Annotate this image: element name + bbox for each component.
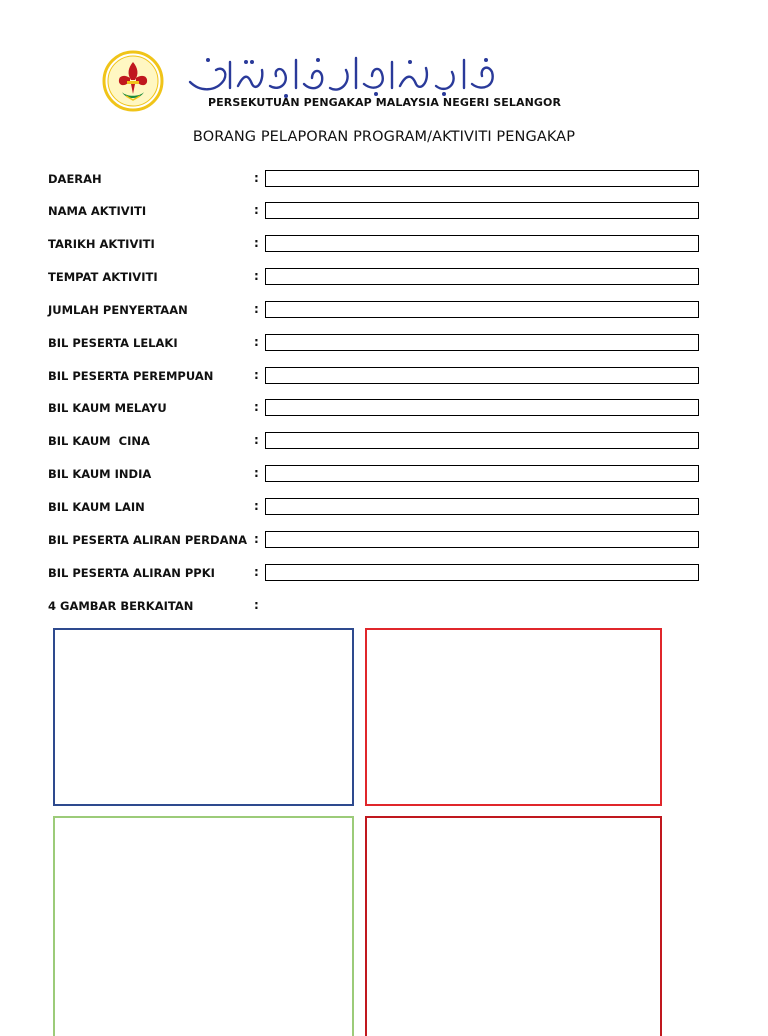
photos-row	[48, 597, 708, 617]
field-row-bil-peserta-lelaki	[48, 334, 708, 354]
photo-box-4[interactable]	[365, 816, 662, 1036]
field-row-nama-aktiviti	[48, 202, 708, 222]
photo-box-1[interactable]	[53, 628, 354, 806]
field-row-bil-kaum-melayu	[48, 399, 708, 419]
field-colon: :	[254, 269, 259, 283]
field-label: BIL PESERTA ALIRAN PPKI	[48, 566, 215, 580]
tarikh-aktiviti-field[interactable]	[265, 235, 699, 252]
field-label: DAERAH	[48, 172, 102, 186]
bil-peserta-lelaki-field[interactable]	[265, 334, 699, 351]
form-title: BORANG PELAPORAN PROGRAM/AKTIVITI PENGAKAP	[192, 129, 576, 145]
bil-peserta-aliran-perdana-field[interactable]	[265, 531, 699, 548]
field-colon: :	[254, 466, 259, 480]
bil-kaum-cina-field[interactable]	[265, 432, 699, 449]
field-colon: :	[254, 368, 259, 382]
field-label: BIL KAUM INDIA	[48, 467, 152, 481]
jumlah-penyertaan-field[interactable]	[265, 301, 699, 318]
field-row-bil-peserta-perempuan	[48, 367, 708, 387]
bil-kaum-lain-field[interactable]	[265, 498, 699, 515]
field-label: NAMA AKTIVITI	[48, 204, 147, 218]
field-row-bil-kaum-cina	[48, 432, 708, 452]
daerah-field[interactable]	[265, 170, 699, 187]
organization-name: PERSEKUTUAN PENGAKAP MALAYSIA NEGERI SELANGOR	[208, 96, 562, 109]
field-row-bil-peserta-aliran-perdana	[48, 531, 708, 551]
field-label: BIL KAUM MELAYU	[48, 401, 167, 415]
field-label: JUMLAH PENYERTAAN	[48, 303, 188, 317]
field-colon: :	[254, 532, 259, 546]
field-colon: :	[254, 598, 259, 612]
field-row-tarikh-aktiviti	[48, 235, 708, 255]
field-row-bil-kaum-lain	[48, 498, 708, 518]
bil-peserta-perempuan-field[interactable]	[265, 367, 699, 384]
field-label: BIL PESERTA ALIRAN PERDANA	[48, 533, 247, 547]
nama-aktiviti-field[interactable]	[265, 202, 699, 219]
field-row-bil-peserta-aliran-ppki	[48, 564, 708, 584]
photo-box-3[interactable]	[53, 816, 354, 1036]
field-row-jumlah-penyertaan	[48, 301, 708, 321]
field-colon: :	[254, 171, 259, 185]
field-label: BIL KAUM CINA	[48, 434, 150, 448]
bil-kaum-india-field[interactable]	[265, 465, 699, 482]
bil-peserta-aliran-ppki-field[interactable]	[265, 564, 699, 581]
photo-box-2[interactable]	[365, 628, 662, 806]
jawi-calligraphy-banner	[186, 52, 504, 98]
field-colon: :	[254, 236, 259, 250]
photos-label: 4 GAMBAR BERKAITAN	[48, 599, 194, 613]
field-label: TARIKH AKTIVITI	[48, 237, 155, 251]
field-colon: :	[254, 565, 259, 579]
field-colon: :	[254, 335, 259, 349]
field-colon: :	[254, 400, 259, 414]
tempat-aktiviti-field[interactable]	[265, 268, 699, 285]
field-colon: :	[254, 302, 259, 316]
field-row-bil-kaum-india	[48, 465, 708, 485]
scout-emblem-icon	[102, 50, 164, 112]
field-label: TEMPAT AKTIVITI	[48, 270, 158, 284]
bil-kaum-melayu-field[interactable]	[265, 399, 699, 416]
field-colon: :	[254, 499, 259, 513]
field-label: BIL KAUM LAIN	[48, 500, 145, 514]
field-row-tempat-aktiviti	[48, 268, 708, 288]
field-colon: :	[254, 203, 259, 217]
field-label: BIL PESERTA PEREMPUAN	[48, 369, 214, 383]
field-label: BIL PESERTA LELAKI	[48, 336, 178, 350]
field-colon: :	[254, 433, 259, 447]
field-row-daerah	[48, 170, 708, 190]
